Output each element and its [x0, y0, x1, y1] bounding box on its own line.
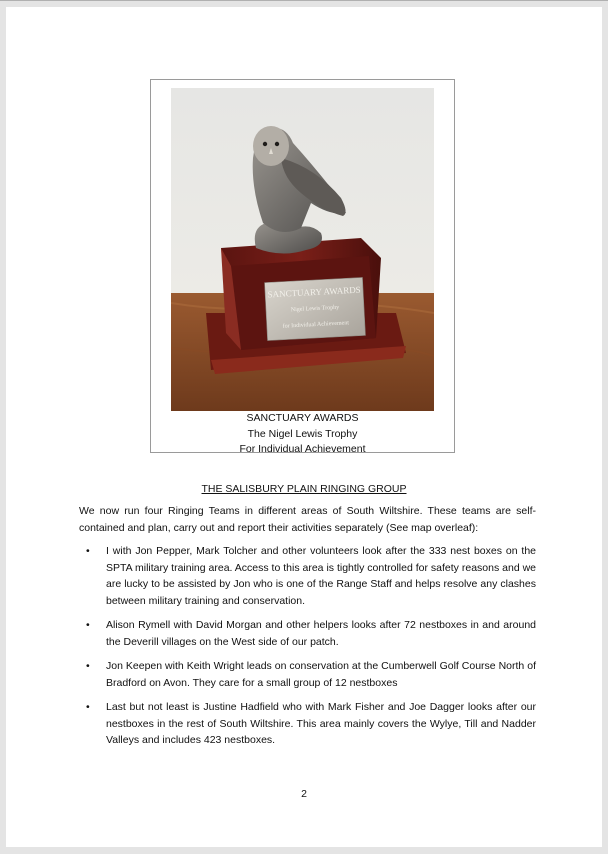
- section-heading: THE SALISBURY PLAIN RINGING GROUP: [201, 483, 407, 495]
- bullet-icon: •: [86, 619, 90, 631]
- viewer-top-edge: [0, 0, 608, 1]
- caption-line-1: SANCTUARY AWARDS: [246, 412, 359, 424]
- list-item: [79, 699, 536, 749]
- bullet-icon: •: [86, 545, 90, 557]
- plaque-line-2: Nigel Lewis Trophy: [290, 304, 340, 314]
- plaque-line-1: SANCTUARY AWARDS: [267, 284, 361, 300]
- list-item: [79, 543, 536, 609]
- bullet-icon: •: [86, 660, 90, 672]
- caption-line-2: The Nigel Lewis Trophy: [247, 427, 358, 440]
- intro-paragraph: We now run four Ringing Teams in different areas of South Wiltshire. These teams are self-contained and plan, carry out and report their activities separately (See map overleaf):: [79, 505, 536, 534]
- document-page: [6, 7, 602, 847]
- list-item: [79, 658, 536, 691]
- trophy-figure: [150, 79, 455, 453]
- caption-line-3: For Individual Achievement: [239, 443, 366, 455]
- list-item-text: I with Jon Pepper, Mark Tolcher and other volunteers look after the 333 nest boxes on the SPTA military training area. Access to this area is tightly controlled for safety reasons and we are lucky to be assisted by Jon who is one of the Range Staff and helps resolve any clashes between military training and conservation.: [106, 545, 536, 607]
- bullet-icon: •: [86, 701, 90, 713]
- trophy-photo: [171, 88, 434, 411]
- list-item: [79, 617, 536, 650]
- figure-caption: [151, 411, 454, 458]
- owl-trophy-image: [171, 88, 434, 411]
- ringing-teams-list: [79, 543, 536, 757]
- page-number: 2: [301, 788, 307, 800]
- list-item-text: Jon Keepen with Keith Wright leads on conservation at the Cumberwell Golf Course North of Bradford on Avon. They care for a small group of 12 nestboxes: [106, 660, 536, 689]
- list-item-text: Last but not least is Justine Hadfield who with Mark Fisher and Joe Dagger looks after our nestboxes in the rest of South Wiltshire. This area mainly covers the Wylye, Till and Nadder Valleys and includes 423 nestboxes.: [106, 701, 536, 746]
- plaque-line-3: for Individual Achievement: [282, 320, 350, 330]
- list-item-text: Alison Rymell with David Morgan and other helpers looks after 72 nestboxes in and around the Deverill villages on the West side of our patch.: [106, 619, 536, 648]
